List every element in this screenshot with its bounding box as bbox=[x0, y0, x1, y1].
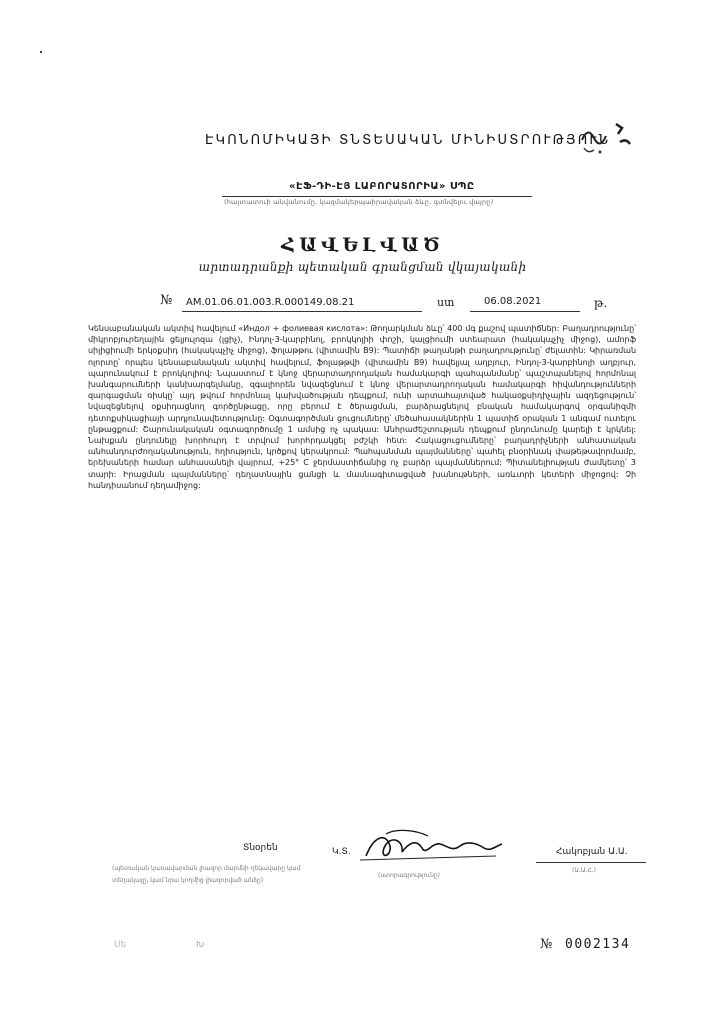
product-description: Կենսաբանական ակտիվ հավելում «Индол + фолиевая кислота»: Թողարկման ձևը՝ 400 մգ քաշով պատիճներ: Բաղադրությունը՝ միկրոբյուրեղային ցելյուլոզա (լցիչ), Ինդոլ-3-կարբինոլ, բրոկկոլիի փոշի, կալցիումի ստեարատ (հակակպչիչ միջոց), ամորֆ սիլիցիումի երկօքսիդ (հակակպչիչ միջոց), ֆոլաթթու (վիտամին B9): Պատիճի թաղանթի բաղադրությունը՝ ժելատին: Կիրառման ոլորտը՝ որպես կենսաբանական ակտիվ հավելում, ֆոլաթթվի (վիտամին B9) հավելյալ աղբյուր, Ինդոլ-3-կարբինոլի աղբյուր, պարունակում է բրոկկոլիով: Նպաստում է կնոջ վերարտադրողական համակարգի պահպանմանը՝ պաշտպանելով հորմոնալ խանգարումների կանխարգելմանը, զգալիորեն նվազեցնում է կնոջ վերարտադրողական համակարգի հիվանդությունների զարգացման ռիսկը՝ այդ թվում հորմոնալ կախվածության դեպքում, ունի արտահայտված հակաօքսիդիչային ազդեցություն՝ նվազեցնելով օքսիդացնող գործընթացը, որը բերում է ծերացման, բարձրացնելով բնական համակարգով օրգանիզմի դետոքսիկացիայի արդյունավետությունը: Օգտագործման ցուցումները՝ մեծահասակներին 1 պատիճ օրական 1 անգամ ուտելու ընթացքում: Շարունակական օգտագործումը 1 ամսից ոչ պակաս: Անհրաժեշտության դեպքում ընդունումը կարելի է կրկնել: Նախքան ընդունելը խորհուրդ է տրվում խորհրդակցել բժշկի հետ: Հակացուցումները՝ բաղադրիչների անհատական անհանդուրժողականություն, հղիություն, կրծքով կերակրում: Պահպանման պայմանները՝ պահել բնօրինակ փաթեթավորմամբ, երեխաների համար անհասանելի վայրում, +25° C ջերմաստիճանից ոչ բարձր պայմաններում: Պիտանելիության ժամկետը՝ 3 տարի: Իրացման պայմանները՝ դեղատնային ցանցի և մասնագիտացված խանութների, առևտրի կետերի միջոցով: Չի հանդիսանում դեղամիջոց: bbox=[88, 324, 636, 490]
emblem-mark bbox=[576, 118, 636, 160]
company-caption: (հայտատուի անվանումը, կազմակերպաիրավական ձևը, գտնվելու վայրը) bbox=[224, 198, 494, 206]
signer-name: Հակոբյան Ա.Ա. bbox=[556, 847, 628, 857]
margin-dot bbox=[40, 51, 42, 53]
ministry-header: ԷԿՈՆՈՄԻԿԱՅԻ ՏՆՏԵՍԱԿԱՆ ՄԻՆԻՍՏՐՈՒԹՅՈՒՆ bbox=[205, 133, 611, 148]
registration-number: AM.01.06.01.003.R.000149.08.21 bbox=[186, 297, 355, 308]
stamp-label: Կ.Տ. bbox=[332, 847, 351, 857]
date-underline bbox=[470, 311, 580, 312]
document-subtitle: արտադրանքի պետական գրանցման վկայականի bbox=[198, 260, 527, 274]
number-underline bbox=[182, 311, 422, 312]
series-number-label: Խ bbox=[196, 940, 205, 950]
series-label: Սե bbox=[114, 940, 127, 950]
number-label: № bbox=[160, 293, 173, 308]
document-title: ՀԱՎԵԼՎԱԾ bbox=[281, 234, 444, 256]
company-name: «ԷՖ-ԴԻ-ԷՅ ԼԱԲՈՐԱՏՈՐԻԱ» ՍՊԸ bbox=[289, 181, 475, 192]
signer-underline bbox=[536, 862, 646, 863]
issue-date: 06.08.2021 bbox=[484, 296, 542, 307]
form-number-label: № bbox=[540, 937, 553, 952]
issued-from-label: ստ bbox=[437, 296, 455, 309]
handwritten-signature bbox=[356, 826, 506, 868]
company-underline bbox=[222, 196, 532, 197]
director-caption: (պետական կառավարման լիազոր մարմնի ղեկավարը կամ տեղակալը, կամ նրա կողմից լիազորված անձը) bbox=[112, 865, 301, 884]
signature-caption: (ստորագրությունը) bbox=[378, 872, 441, 879]
signer-caption: (Ա.Ա.Հ.) bbox=[572, 867, 596, 874]
director-title: Տնօրեն bbox=[243, 843, 278, 853]
form-number: 0002134 bbox=[565, 937, 631, 952]
year-suffix: թ. bbox=[594, 296, 608, 310]
